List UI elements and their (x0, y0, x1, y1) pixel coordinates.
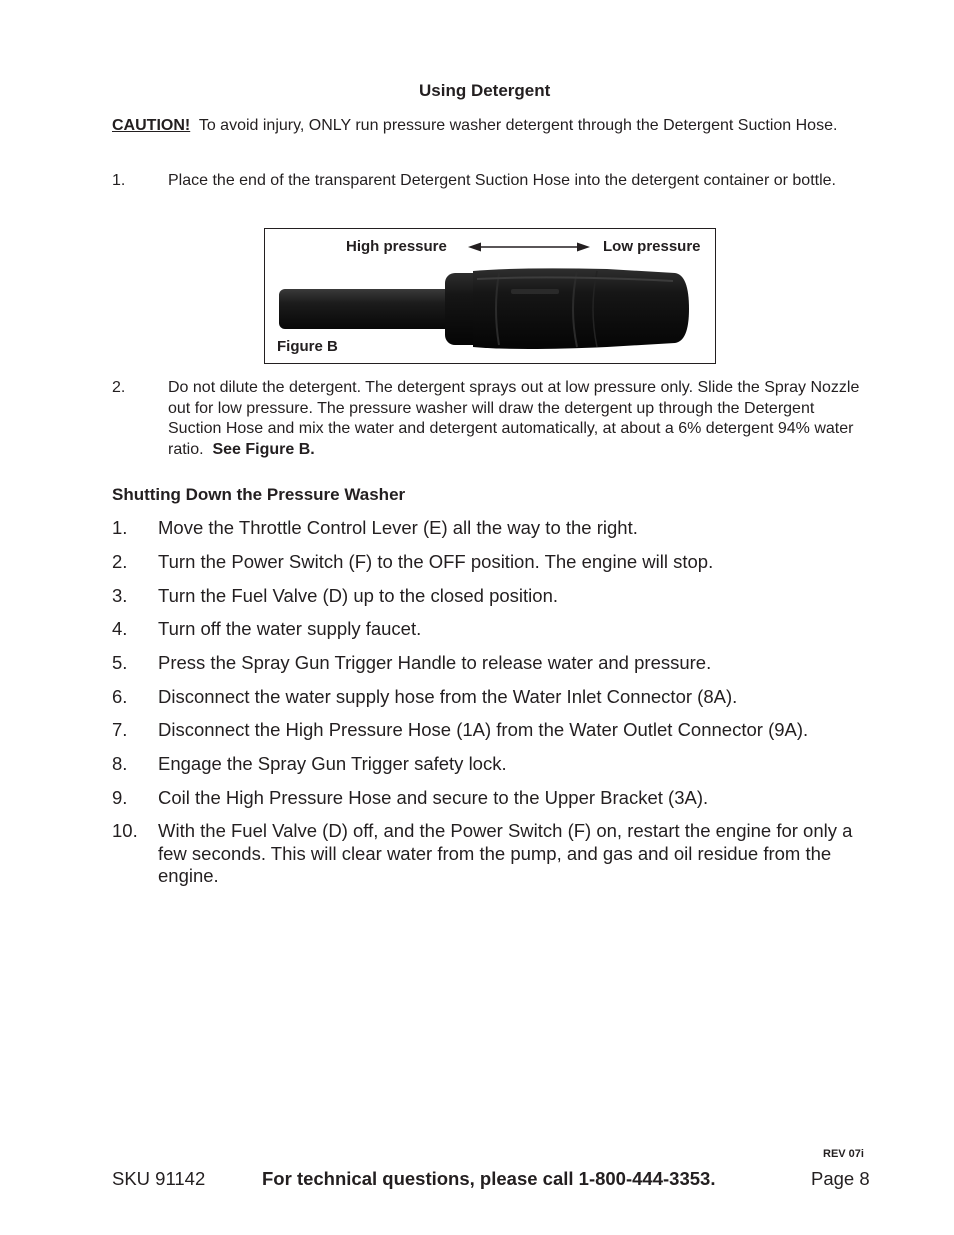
figure-caption: Figure B (277, 338, 338, 355)
item-number: 7. (112, 719, 128, 740)
section-title-using-detergent: Using Detergent (419, 81, 551, 100)
item-number: 10. (112, 820, 138, 841)
item-text: Turn the Power Switch (F) to the OFF position. The engine will stop. (158, 551, 714, 572)
item-text: Move the Throttle Control Lever (E) all the way to the right. (158, 517, 638, 538)
item-number: 5. (112, 652, 128, 673)
item-number: 1. (112, 517, 128, 538)
low-pressure-label: Low pressure (603, 238, 701, 255)
caution-text: To avoid injury, ONLY run pressure washer detergent through the Detergent Suction Hose. (198, 117, 838, 134)
caution-label: CAUTION! (112, 117, 191, 134)
item-text-block (168, 378, 872, 460)
item-text: Turn the Fuel Valve (D) up to the closed position. (158, 585, 559, 606)
item-text: Press the Spray Gun Trigger Handle to release water and pressure. (158, 652, 712, 673)
footer-sku: SKU 91142 (112, 1168, 206, 1189)
item-number: 4. (112, 618, 128, 639)
item-text: With the Fuel Valve (D) off, and the Power Switch (F) on, restart the engine for only a few seconds. This will clear water from the pump, and gas and oil residue from the engine. (158, 820, 853, 886)
spray-nozzle-image (277, 265, 689, 351)
item-text: Disconnect the High Pressure Hose (1A) from the Water Outlet Connector (9A). (158, 719, 809, 740)
item-text: Coil the High Pressure Hose and secure to the Upper Bracket (3A). (158, 787, 709, 808)
figure-reference: See Figure B. (212, 440, 315, 458)
item-number: 8. (112, 753, 128, 774)
item-number: 2. (112, 379, 126, 396)
figure-b (264, 228, 716, 364)
footer-page-number: Page 8 (811, 1168, 870, 1189)
double-arrow-icon (468, 240, 590, 254)
item-text: Place the end of the transparent Detergent Suction Hose into the detergent container or bottle. (168, 172, 836, 189)
item-number: 6. (112, 686, 128, 707)
item-text: Engage the Spray Gun Trigger safety lock. (158, 753, 507, 774)
item-number: 1. (112, 172, 126, 189)
revision-label: REV 07i (823, 1148, 864, 1160)
caution-paragraph (112, 116, 872, 137)
item-text: Disconnect the water supply hose from the Water Inlet Connector (8A). (158, 686, 738, 707)
high-pressure-label: High pressure (346, 238, 447, 255)
footer-contact: For technical questions, please call 1-800-444-3353. (262, 1168, 716, 1189)
item-text: Turn off the water supply faucet. (158, 618, 422, 639)
item-number: 9. (112, 787, 128, 808)
item-number: 3. (112, 585, 128, 606)
item-number: 2. (112, 551, 128, 572)
section-title-shutting-down: Shutting Down the Pressure Washer (112, 485, 406, 504)
item-text: Do not dilute the detergent. The detergent sprays out at low pressure only. Slide the Spray Nozzle out for low pressure. The pressure washer will draw the detergent up through the Detergent Suction Hose and mix the water and detergent automatically, at about a 6% detergent 94% water ratio. (168, 379, 860, 458)
